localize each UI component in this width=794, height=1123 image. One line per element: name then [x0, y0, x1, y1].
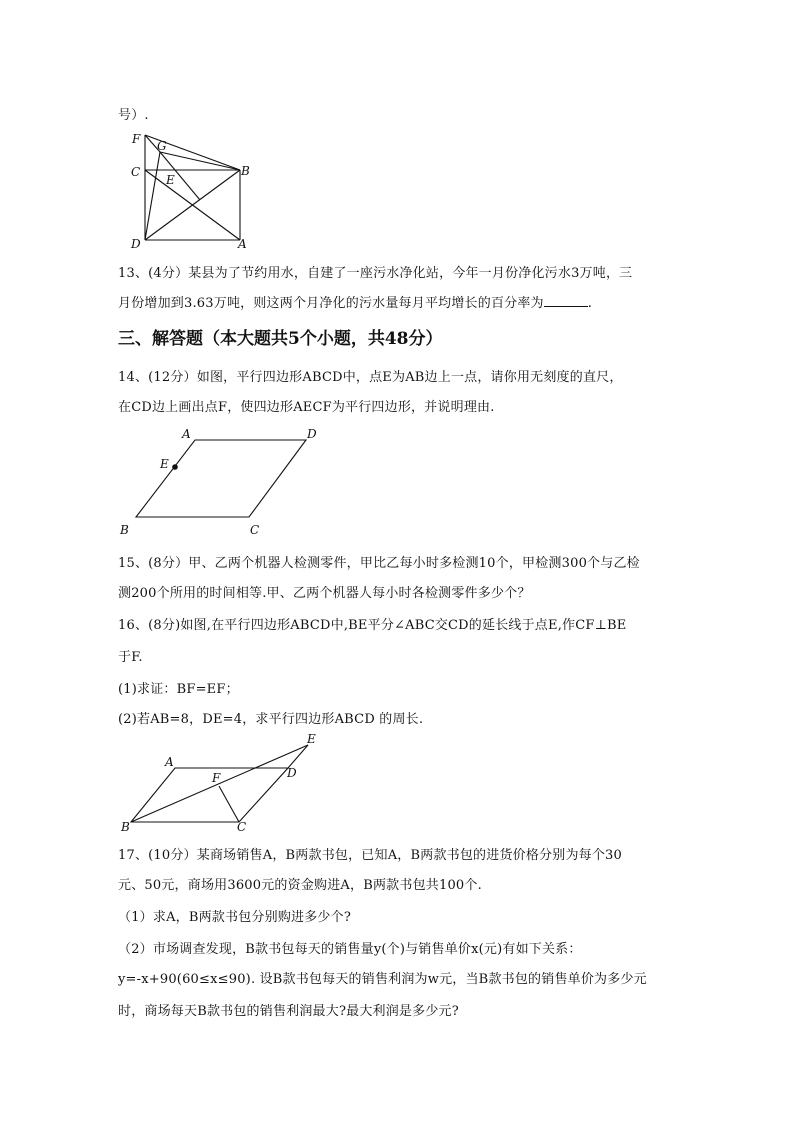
- q16-line2: 于F.: [118, 650, 143, 665]
- fig1-seg-FG: [145, 135, 160, 152]
- fig1-label-B: B: [241, 164, 250, 178]
- fig1-label-C: C: [131, 165, 141, 179]
- fig2-label-B: B: [120, 523, 129, 537]
- q17-line5: y=-x+90(60≤x≤90). 设B款书包每天的销售利润为w元，当B款书包的销售单价为多少元: [118, 972, 647, 987]
- fig3-label-F: F: [212, 771, 221, 785]
- fig1-label-E: E: [166, 173, 175, 187]
- q17-part1: （1）求A，B两款书包分别购进多少个?: [118, 910, 351, 925]
- q13-line2-end: .: [587, 296, 593, 311]
- fig3-seg-CF: [219, 786, 239, 822]
- fig2-label-C: C: [250, 523, 260, 537]
- fig2-point-E: [172, 464, 178, 470]
- fig3-label-E: E: [307, 732, 316, 746]
- fig3-label-D: D: [287, 766, 297, 780]
- q13-line1: 13、(4分）某县为了节约用水，自建了一座污水净化站，今年一月份净化污水3万吨，三: [118, 266, 633, 281]
- q15-line1: 15、(8分）甲、乙两个机器人检测零件，甲比乙每小时多检测10个，甲检测300个与乙检: [118, 556, 640, 571]
- previous-question-tail: 号）.: [118, 108, 149, 123]
- fig1-label-G: G: [157, 139, 167, 153]
- fig1-seg-GD: [145, 152, 160, 240]
- q13-answer-blank[interactable]: [544, 295, 588, 307]
- q17-line6: 时，商场每天B款书包的销售利润最大?最大利润是多少元?: [118, 1004, 459, 1019]
- q13-line2: [118, 292, 592, 311]
- fig1-seg-DB: [145, 170, 240, 240]
- fig2-parallelogram: [136, 440, 306, 517]
- section-heading: 三、解答题（本大题共5个小题，共48分）: [118, 329, 443, 349]
- q16-line1: 16、(8分)如图,在平行四边形ABCD中,BE平分∠ABC交CD的延长线于点E,作CF⊥BE: [118, 618, 627, 633]
- q13-line2-text: 月份增加到3.63万吨，则这两个月净化的污水量每月平均增长的百分率为: [118, 296, 544, 311]
- q14-line2: 在CD边上画出点F，使四边形AECF为平行四边形，并说明理由.: [118, 400, 495, 415]
- fig3-label-C: C: [237, 820, 247, 834]
- q17-part2: （2）市场调查发现，B款书包每天的销售量y(个)与销售单价x(元)有如下关系：: [118, 942, 582, 957]
- fig3-label-A: A: [165, 755, 174, 769]
- fig1-seg-CA: [145, 170, 240, 240]
- fig1-label-A: A: [238, 237, 247, 251]
- fig1-label-D: D: [131, 237, 141, 251]
- fig2-label-A: A: [182, 427, 191, 441]
- q15-line2: 测200个所用的时间相等.甲、乙两个机器人每小时各检测零件多少个？: [118, 586, 531, 601]
- fig2-label-E: E: [160, 457, 169, 471]
- fig2-label-D: D: [307, 427, 317, 441]
- q16-part1: (1)求证：BF=EF；: [118, 682, 239, 697]
- q17-line1: 17、(10分）某商场销售A，B两款书包，已知A，B两款书包的进货价格分别为每个30: [118, 848, 622, 863]
- q14-line1: 14、(12分）如图，平行四边形ABCD中，点E为AB边上一点，请你用无刻度的直尺，: [118, 370, 623, 385]
- fig1-seg-GB: [160, 152, 240, 170]
- fig3-seg-DE: [288, 745, 308, 768]
- fig1-seg-GE: [160, 152, 200, 200]
- q16-part2: (2)若AB=8，DE=4，求平行四边形ABCD 的周长.: [118, 712, 424, 727]
- q17-line2: 元、50元，商场用3600元的资金购进A，B两款书包共100个.: [118, 878, 482, 893]
- fig1-label-F: F: [132, 132, 141, 146]
- fig3-seg-BE: [131, 745, 308, 822]
- fig3-parallelogram: [131, 768, 288, 822]
- fig1-seg-FB: [145, 135, 240, 170]
- fig3-label-B: B: [121, 820, 130, 834]
